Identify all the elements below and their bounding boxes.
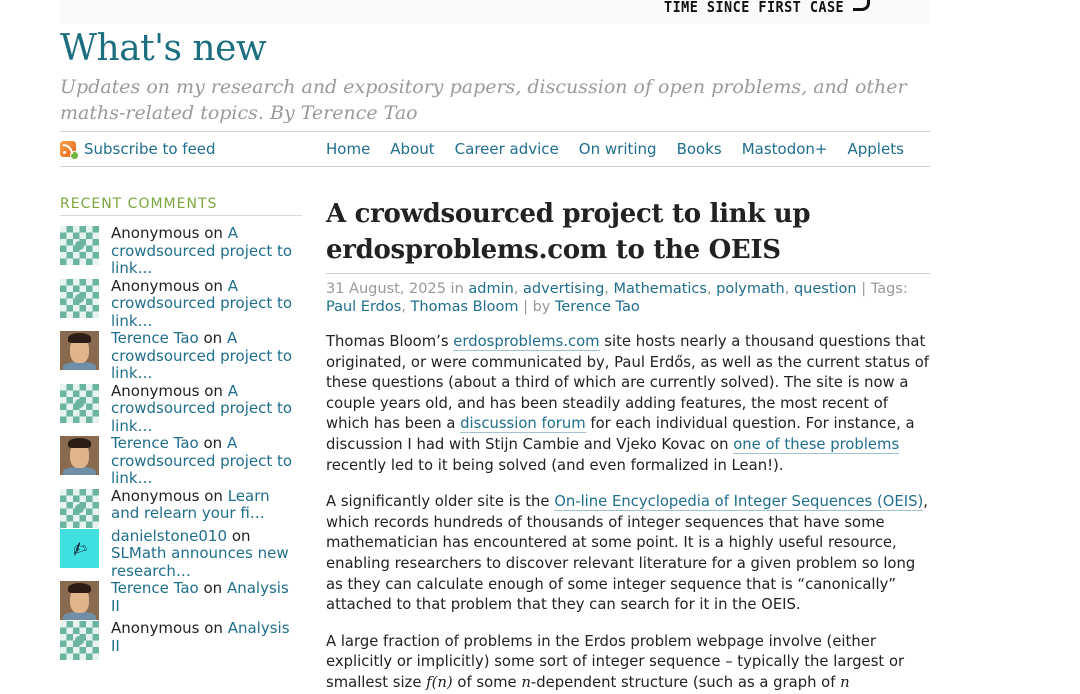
banner-arrow-icon [853,0,870,11]
recent-comments-heading: RECENT COMMENTS [60,196,302,216]
recent-comment-item [60,225,302,278]
recent-comment-item [60,620,302,660]
nav-books[interactable]: Books [676,140,722,158]
math-n: n [840,673,850,691]
recent-comment-text [111,435,301,488]
nav-menu [326,140,924,158]
recent-comment-item [60,528,302,581]
post-author-link[interactable]: Terence Tao [554,299,640,315]
comment-post-link[interactable]: SLMath announces new research… [111,544,289,580]
recent-comment-text [111,580,301,615]
comment-post-link[interactable]: Learn and relearn your fi… [111,486,270,522]
post-paragraph-2 [326,492,930,616]
avatar-identicon-icon[interactable] [60,279,99,318]
recent-comment-text [111,278,301,331]
comment-author[interactable]: Terence Tao [111,329,199,347]
erdosproblems-link[interactable]: erdosproblems.com [453,333,600,350]
text: , which records hundreds of thousands of integer sequences that have some mathematician has encountered at some point. It is a highly useful resource, enabling researchers to discover relevant literature for a given problem so long as they can calculate enough of some integer sequence that is “canonically” attached to that problem that they can search for it in the OEIS. [326,493,928,614]
tags-label: Tags: [870,281,908,297]
comment-author: Anonymous [111,224,200,242]
recent-comment-text [111,620,301,655]
recent-comment-text [111,225,301,278]
comment-on-text: on [203,579,223,597]
meta-in-text: in [450,281,464,297]
recent-comment-text [111,383,301,436]
avatar-photo-icon[interactable] [60,331,99,370]
category-link[interactable]: polymath [716,281,785,297]
comment-author: Anonymous [111,381,200,400]
avatar-identicon-icon[interactable] [60,384,99,423]
post-paragraph-1 [326,332,930,476]
avatar-photo-icon[interactable] [60,581,99,620]
oeis-link[interactable]: On-line Encyclopedia of Integer Sequences (OEIS) [554,493,924,511]
comment-post-link[interactable]: A crowdsourced project to link… [111,224,293,277]
nav-home[interactable]: Home [326,140,371,158]
subscribe-feed-link[interactable] [60,140,216,158]
comment-author[interactable]: Terence Tao [111,434,199,452]
text: site hosts nearly a thousand questions that originated, or were communicated by, Paul Erdős, as well as the current status of these questions (about a third of which are currently solved). The site is now a couple years old, and has been steadily adding features, the most recent of which has been a [326,333,930,433]
post-paragraph-3 [326,632,930,694]
text: of some [452,673,522,691]
text: recently led to it being solved (and even formalized in Lean!). [326,456,784,474]
category-link[interactable]: Mathematics [613,281,707,297]
avatar-identicon-icon[interactable] [60,621,99,660]
discussion-forum-link[interactable]: discussion forum [460,415,586,433]
meta-by-text: by [532,299,551,315]
math-fn: f(n) [426,673,453,691]
sidebar [60,196,302,660]
comment-post-link[interactable]: A crowdsourced project to link… [111,434,293,487]
comment-on-text: on [204,276,223,295]
comment-on-text: on [204,619,223,637]
subscribe-feed-label: Subscribe to feed [84,140,216,158]
post-date: 31 August, 2025 [326,281,446,297]
post-title[interactable]: A crowdsourced project to link up erdosproblems.com to the OEIS [326,196,930,274]
recent-comment-item [60,383,302,436]
comment-post-link[interactable]: Analysis II [111,619,290,655]
text: -dependent structure (such as a graph of [530,673,841,691]
category-link[interactable]: question [793,281,857,297]
comment-post-link[interactable]: A crowdsourced project to link… [111,381,293,435]
post-meta: 31 August, 2025 in admin, advertising, Mathematics, polymath, question | Tags: Paul Erdos, Thomas Bloom | by Terence Tao [326,281,908,315]
comment-on-text: on [203,434,223,452]
comment-author[interactable]: danielstone010 [111,526,228,545]
avatar-signature-icon[interactable]: ✍ [60,529,99,568]
rss-feed-icon [60,141,76,157]
comment-post-link[interactable]: A crowdsourced project to link… [111,276,293,330]
text: for each individual question. For instance, a discussion I had with Stijn Cambie and Vjeko Kovac on [326,415,915,453]
recent-comment-item [60,330,302,383]
text: Thomas Bloom’s [326,333,454,350]
blog-post [326,196,930,694]
recent-comment-item [60,580,302,620]
text: A large fraction of problems in the Erdos problem webpage involve (either explicitly or implicitly) some sort of integer sequence – typically the largest or smallest size [326,632,905,691]
recent-comment-text [111,330,301,383]
avatar-photo-icon[interactable] [60,436,99,475]
nav-applets[interactable]: Applets [847,140,904,158]
comment-post-link[interactable]: Analysis II [111,579,289,615]
recent-comment-text [111,528,301,581]
site-tagline: Updates on my research and expository papers, discussion of open problems, and other maths-related topics. By Terence Tao [60,76,907,124]
comment-on-text: on [203,329,223,347]
comment-author: Anonymous [111,276,200,295]
category-link[interactable]: admin [468,281,514,297]
math-n: n [521,673,531,691]
tag-link[interactable]: Thomas Bloom [410,299,519,315]
comment-on-text: on [231,526,251,545]
comment-author: Anonymous [111,619,200,637]
header-banner-image [60,0,930,24]
recent-comment-item [60,488,302,528]
comment-author[interactable]: Terence Tao [111,579,199,597]
tag-link[interactable]: Paul Erdos [326,299,402,315]
navigation-bar [60,131,930,167]
comment-on-text: on [204,224,223,242]
comment-post-link[interactable]: A crowdsourced project to link… [111,329,293,382]
recent-comments-list [60,225,302,660]
text: A significantly older site is the [326,493,555,511]
banner-text: TIME SINCE FIRST CASE [663,0,844,16]
comment-on-text: on [204,486,223,505]
one-of-these-problems-link[interactable]: one of these problems [733,435,900,453]
nav-about[interactable]: About [390,140,435,158]
category-link[interactable]: advertising [523,281,605,297]
avatar-identicon-icon[interactable] [60,489,99,528]
nav-on-writing[interactable]: On writing [578,140,657,158]
comment-author: Anonymous [111,486,200,505]
recent-comment-item [60,278,302,331]
recent-comment-text [111,488,301,523]
nav-career-advice[interactable]: Career advice [454,140,559,158]
recent-comment-item [60,435,302,488]
site-title[interactable]: What's new [60,28,267,69]
nav-mastodon[interactable]: Mastodon+ [741,140,828,158]
comment-on-text: on [204,381,223,400]
avatar-identicon-icon[interactable] [60,226,99,265]
